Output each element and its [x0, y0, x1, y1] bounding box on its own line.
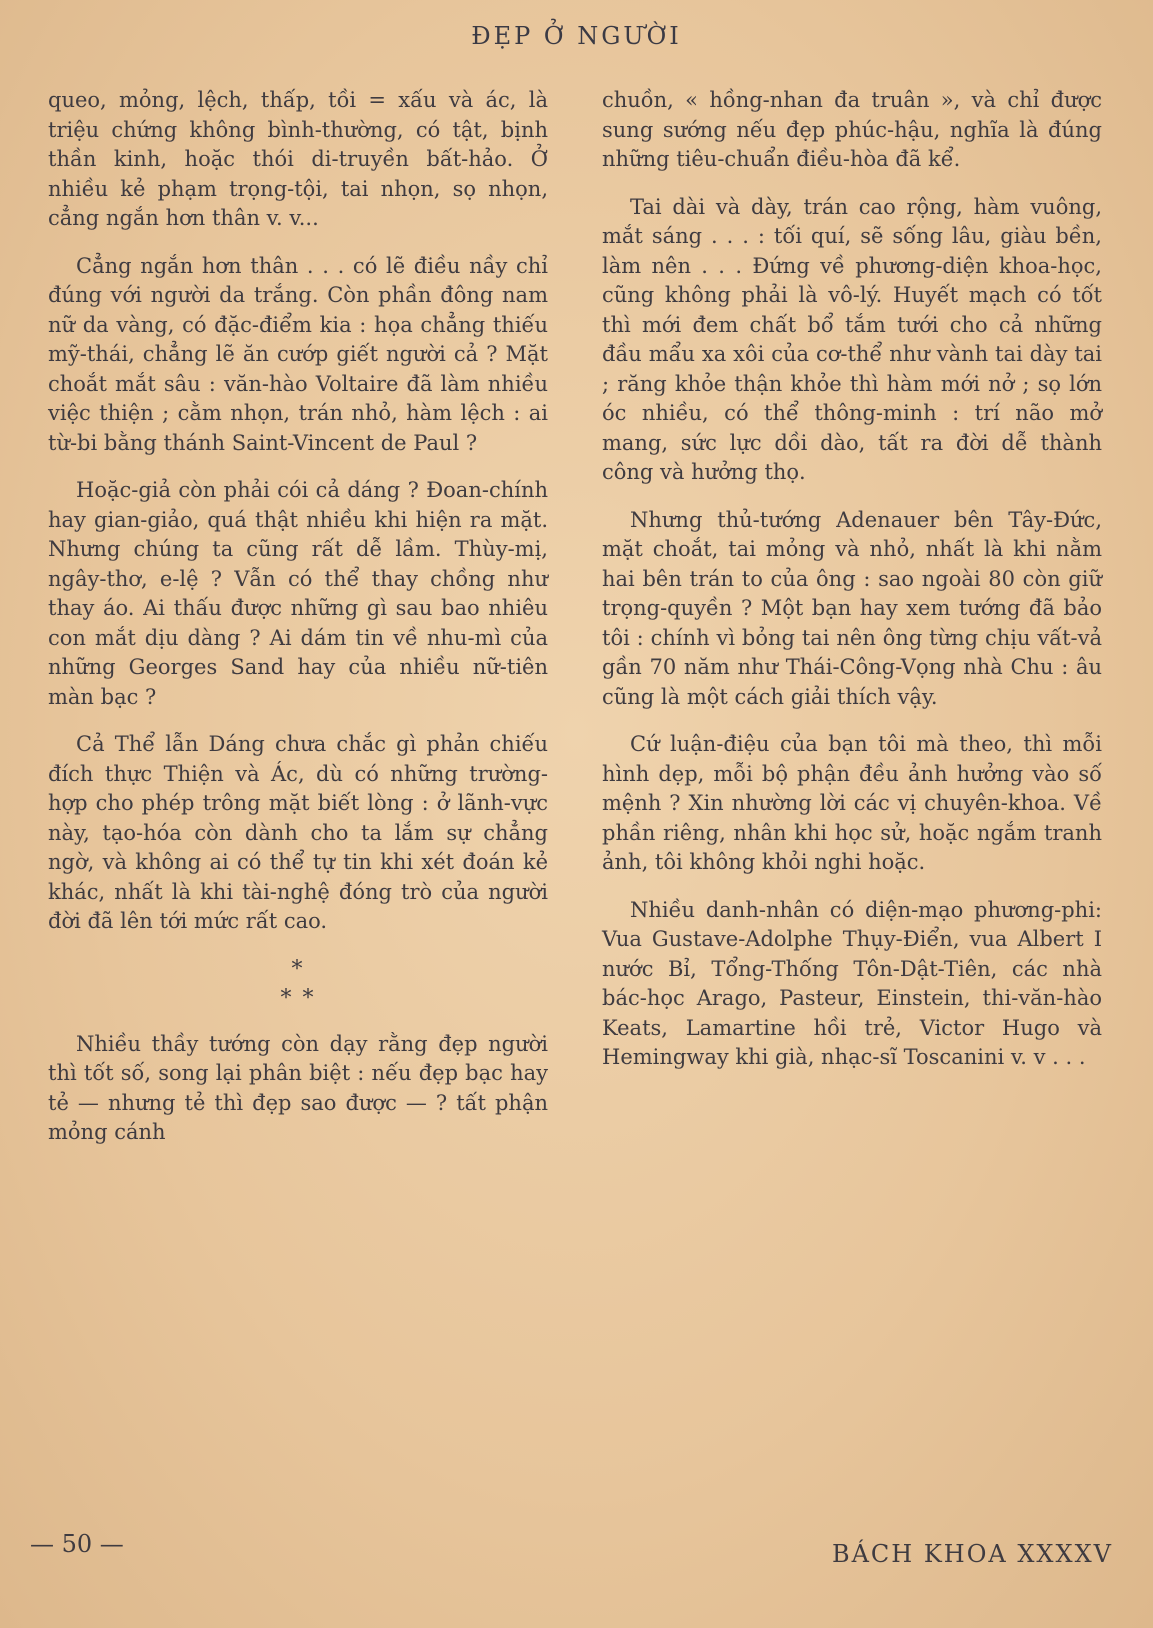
- paragraph: Nhưng thủ-tướng Adenauer bên Tây-Đức, mặt choắt, tai mỏng và nhỏ, nhất là khi nằm hai bên trán to của ông : sao ngoài 80 còn giữ trọng-quyền ? Một bạn hay xem tướng đã bảo tôi : chính vì bỏng tai nên ông từng chịu vất-vả gần 70 năm như Thái-Công-Vọng nhà Chu : âu cũng là một cách giải thích vậy.: [602, 507, 1102, 709]
- paragraph: Nhiều thầy tướng còn dạy rằng đẹp người thì tốt số, song lại phân biệt : nếu đẹp bạc hay tẻ — nhưng tẻ thì đẹp sao được — ? tất phận mỏng cánh: [48, 1031, 548, 1144]
- paragraph: Tai dài và dày, trán cao rộng, hàm vuông, mắt sáng . . . : tối quí, sẽ sống lâu, giàu bền, làm nên . . . Đứng về phương-diện khoa-học, cũng không phải là vô-lý. Huyết mạch có tốt thì mới đem chất bổ tắm tưới cho cả những đầu mẩu xa xôi của cơ-thể như vành tai dày tai ; răng khỏe thận khỏe thì hàm mới nở ; sọ lớn óc nhiều, có thể thông-minh : trí não mở mang, sức lực dồi dào, tất ra đời dễ thành công và hưởng thọ.: [602, 194, 1102, 484]
- section-separator: [48, 955, 548, 1014]
- paragraph: chuồn, « hồng-nhan đa truân », và chỉ được sung sướng nếu đẹp phúc-hậu, nghĩa là đúng những tiêu-chuẩn điều-hòa đã kể.: [602, 88, 1102, 171]
- paragraph: Cứ luận-điệu của bạn tôi mà theo, thì mỗi hình dẹp, mỗi bộ phận đều ảnh hưởng vào số mệnh ? Xin nhường lời các vị chuyên-khoa. Về phần riêng, nhân khi học sử, hoặc ngắm tranh ảnh, tôi không khỏi nghi hoặc.: [602, 732, 1102, 874]
- separator-star-top: *: [291, 956, 305, 982]
- right-column: [602, 86, 1102, 1091]
- journal-title: BÁCH KHOA XXXXV: [831, 1540, 1113, 1568]
- paragraph: Cả Thể lẫn Dáng chưa chắc gì phản chiếu đích thực Thiện và Ác, dù có những trường-hợp cho phép trông mặt biết lòng : ở lãnh-vực này, tạo-hóa còn dành cho ta lắm sự chẳng ngờ, và không ai có thể tự tin khi xét đoán kẻ khác, nhất là khi tài-nghệ đóng trò của người đời đã lên tới mức rất cao.: [48, 732, 548, 933]
- separator-stars-bottom: * *: [280, 986, 316, 1011]
- left-column: [48, 86, 548, 1166]
- paragraph: queo, mỏng, lệch, thấp, tồi = xấu và ác, là triệu chứng không bình-thường, có tật, bịnh thần kinh, hoặc thói di-truyền bất-hảo. Ở nhiều kẻ phạm trọng-tội, tai nhọn, sọ nhọn, cẳng ngắn hơn thân v. v...: [48, 88, 548, 230]
- page-number: — 50 —: [30, 1530, 124, 1558]
- paragraph: Nhiều danh-nhân có diện-mạo phương-phi: Vua Gustave-Adolphe Thụy-Điển, vua Albert I nước Bỉ, Tổng-Thống Tôn-Dật-Tiên, các nhà bác-học Arago, Pasteur, Einstein, thi-văn-hào Keats, Lamartine hồi trẻ, Victor Hugo và Hemingway khi già, nhạc-sĩ Toscanini v. v . . .: [602, 897, 1102, 1069]
- paragraph: Hoặc-giả còn phải cói cả dáng ? Đoan-chính hay gian-giảo, quá thật nhiều khi hiện ra mặt. Nhưng chúng ta cũng rất dễ lầm. Thùy-mị, ngây-thơ, e-lệ ? Vẫn có thể thay chồng như thay áo. Ai thấu được những gì sau bao nhiêu con mắt dịu dàng ? Ai dám tin về nhu-mì của những Georges Sand hay của nhiều nữ-tiên màn bạc ?: [48, 478, 548, 709]
- paragraph: Cẳng ngắn hơn thân . . . có lẽ điều nầy chỉ đúng với người da trắng. Còn phần đông nam nữ da vàng, có đặc-điểm kia : họa chẳng thiếu mỹ-thái, chẳng lẽ ăn cướp giết người cả ? Mặt choắt mắt sâu : văn-hào Voltaire đã làm nhiều việc thiện ; cằm nhọn, trán nhỏ, hàm lệch : ai từ-bi bằng thánh Saint-Vincent de Paul ?: [48, 253, 548, 455]
- running-head: ĐẸP Ở NGƯỜI: [471, 22, 682, 50]
